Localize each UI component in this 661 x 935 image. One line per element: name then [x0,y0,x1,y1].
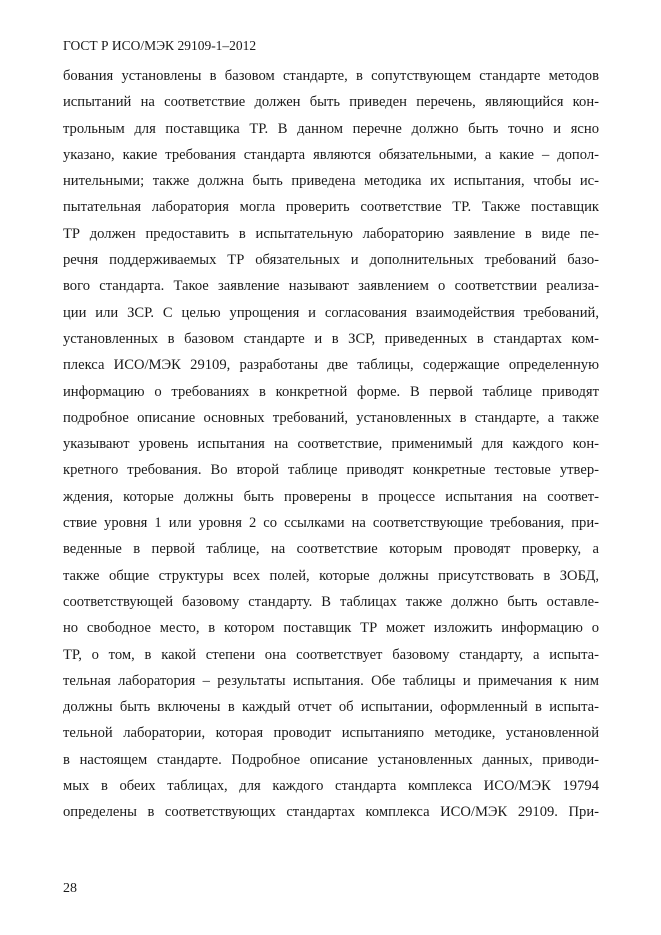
text-line: должны быть включены в каждый отчет об испытании, оформленный в испыта- [63,699,599,716]
text-line: бования установлены в базовом стандарте, в сопутствующем стандарте методов [63,68,599,84]
text-line: указывают уровень испытания на соответствие, применимый для каждого кон- [63,436,599,453]
standard-code: ГОСТ Р ИСО/МЭК 29109-1–2012 [63,38,257,53]
text-line: веденные в первой таблице, на соответствие которым проводят проверку, а [63,541,599,558]
text-line: тельной лаборатории, которая проводит испытанияпо методике, установленной [63,725,599,742]
text-line: но свободное место, в котором поставщик ТР может изложить информацию о [63,620,599,637]
text-line: плекса ИСО/МЭК 29109, разработаны две таблицы, содержащие определенную [63,357,599,374]
text-line: информацию о требованиях в конкретной форме. В первой таблице приводят [63,383,599,400]
text-line: также общие структуры всех полей, которые должны присутствовать в ЗОБД, [63,567,599,584]
text-line: ствие уровня 1 или уровня 2 со ссылками на соответствующие требования, при- [63,515,599,532]
text-line: ТР должен предоставить в испытательную лабораторию заявление в виде пе- [63,225,599,242]
text-line: ТР, о том, в какой степени она соответствует базовому стандарту, а испыта- [63,646,599,663]
page-number: 28 [63,881,77,896]
text-line: ции или ЗСР. С целью упрощения и согласования взаимодействия требований, [63,304,599,321]
text-line: определены в соответствующих стандартах комплекса ИСО/МЭК 29109. При- [63,804,599,821]
text-line: трольным для поставщика ТР. В данном перечне должно быть точно и ясно [63,120,599,137]
text-line: вого стандарта. Такое заявление называют заявлением о соответствии реализа- [63,278,599,295]
text-line: кретного требования. Во второй таблице приводят конкретные тестовые утвер- [63,462,599,479]
text-line: в настоящем стандарте. Подробное описание установленных данных, приводи- [63,751,599,768]
text-line: ждения, которые должны быть проверены в процессе испытания на соответ- [63,488,599,505]
text-line: подробное описание основных требований, установленных в стандарте, а также [63,409,599,426]
text-line: соответствующей базовому стандарту. В таблицах также должно быть оставле- [63,593,599,610]
text-line: установленных в базовом стандарте и в ЗСР, приведенных в стандартах ком- [63,330,599,347]
text-line: тельная лаборатория – результаты испытания. Обе таблицы и примечания к ним [63,672,599,689]
text-line: мых в обеих таблицах, для каждого стандарта комплекса ИСО/МЭК 19794 [63,778,599,795]
text-line: испытаний на соответствие должен быть приведен перечень, являющийся кон- [63,94,599,111]
text-line: нительными; также должна быть приведена методика их испытания, чтобы ис- [63,173,599,190]
text-line: пытательная лаборатория могла проверить соответствие ТР. Также поставщик [63,199,599,216]
text-line: указано, какие требования стандарта являются обязательными, а какие – допол- [63,146,599,163]
document-header [63,38,256,54]
body-text [63,63,599,826]
text-line: речня поддерживаемых ТР обязательных и дополнительных требований базо- [63,252,599,269]
